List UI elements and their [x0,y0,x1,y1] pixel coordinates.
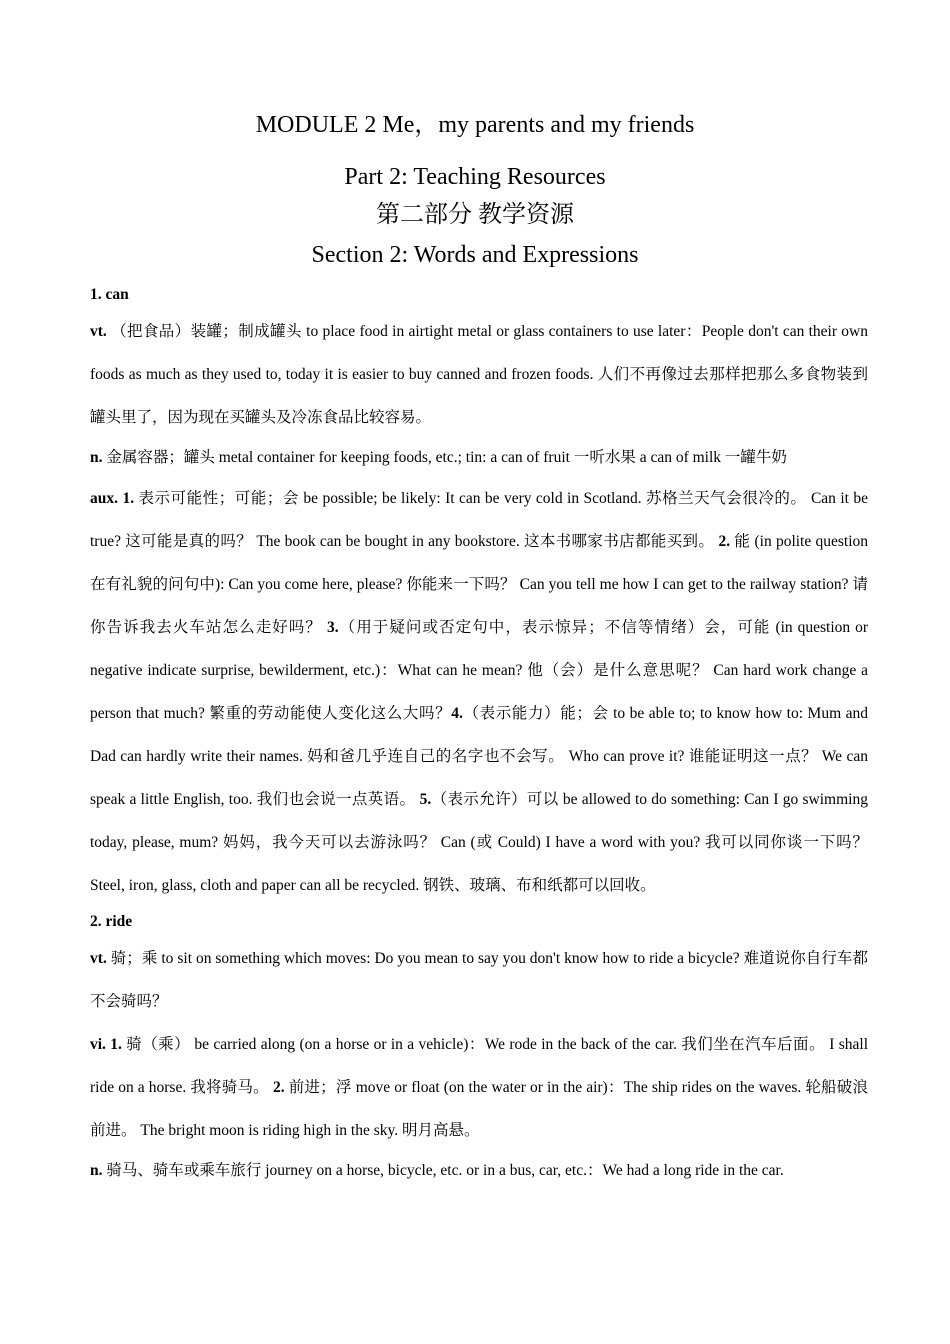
sense-number: 1. [110,1036,122,1053]
pos-label: n. [90,449,103,466]
definition-text: （表示允许）可以 be allowed to do something: Can I go swimming today, please, mum? 妈妈，我今天可以去游泳吗？ Can (或 Could) I have a word with you? 我可以同你谈一下吗？ Steel, iron, glass, cloth and paper can all be recycled. 钢铁、玻璃、布和纸都可以回收。 [90,791,868,894]
pos-label: vt. [90,323,107,340]
entry-heading-ride: 2. ride [90,913,133,930]
sense-number: 2. [273,1079,285,1096]
entries-body [90,280,868,1190]
ride-vi-definition [90,1023,868,1152]
ride-n-definition [90,1152,868,1190]
pos-label: vi. [90,1036,106,1053]
definition-text: 金属容器；罐头 metal container for keeping foods, etc.; tin: a can of fruit 一听水果 a can of milk 一罐牛奶 [102,449,787,466]
can-aux-definition [90,477,868,907]
definition-text: 能 (in polite question 在有礼貌的问句中): Can you come here, please? 你能来一下吗？ Can you tell me how I can get to the railway station? 请你告诉我去火车站怎么走好吗？ [90,533,869,636]
can-n-definition [90,439,868,477]
sense-number: 3. [326,619,339,636]
part-title-cn: 第二部分 教学资源 [376,202,574,228]
sense-number: 5. [419,791,432,808]
entry-heading-can: 1. can [90,286,129,303]
pos-label: aux. [90,490,118,507]
part-title: Part 2: Teaching Resources [344,164,606,190]
module-title: MODULE 2 Me，my parents and my friends [255,112,695,138]
definition-text: （把食品）装罐；制成罐头 to place food in airtight metal or glass containers to use later：People don't can their own foods as much as they used to, today it is easier to buy canned and frozen foods. 人们不再像过去那样把那么多食物装到罐头里了，因为现在买罐头及冷冻食品比较容易。 [90,323,868,426]
sense-number: 2. [718,533,731,550]
definition-text: 前进；浮 move or float (on the water or in the air)：The ship rides on the waves. 轮船破浪前进。 The bright moon is riding high in the sky. 明月高悬。 [90,1079,868,1139]
ride-vt-definition [90,937,868,1023]
definition-text: 骑马、骑车或乘车旅行 journey on a horse, bicycle, etc. or in a bus, car, etc.：We had a long ride in the car. [102,1162,784,1179]
section-title: Section 2: Words and Expressions [311,242,639,268]
sense-number: 4. [451,705,463,722]
definition-text: 骑（乘） be carried along (on a horse or in a vehicle)：We rode in the back of the car. 我们坐在汽车后面。 I shall ride on a horse. 我将骑马。 [90,1036,869,1096]
pos-label: n. [90,1162,103,1179]
sense-number: 1. [122,490,135,507]
definition-text: 表示可能性；可能；会 be possible; be likely: It can be very cold in Scotland. 苏格兰天气会很冷的。 Can it be true? 这可能是真的吗？ The book can be bought in any bookstore. 这本书哪家书店都能买到。 [90,490,869,550]
can-vt-definition [90,310,868,439]
definition-text: 骑；乘 to sit on something which moves: Do you mean to say you don't know how to ride a bicycle? 难道说你自行车都不会骑吗？ [90,950,868,1010]
definition-text: （表示能力）能；会 to be able to; to know how to: Mum and Dad can hardly write their names. 妈和爸几乎连自己的名字也不会写。 Who can prove it? 谁能证明这一点？ We can speak a little English, too. 我们也会说一点英语。 [90,705,868,808]
definition-text: （用于疑问或否定句中，表示惊异；不信等情绪）会，可能 (in question or negative indicate surprise, bewilderment, etc.)：What can he mean? 他（会）是什么意思呢？ Can hard work change a person that much? 繁重的劳动能使人变化这么大吗？ [90,619,868,722]
pos-label: vt. [90,950,107,967]
